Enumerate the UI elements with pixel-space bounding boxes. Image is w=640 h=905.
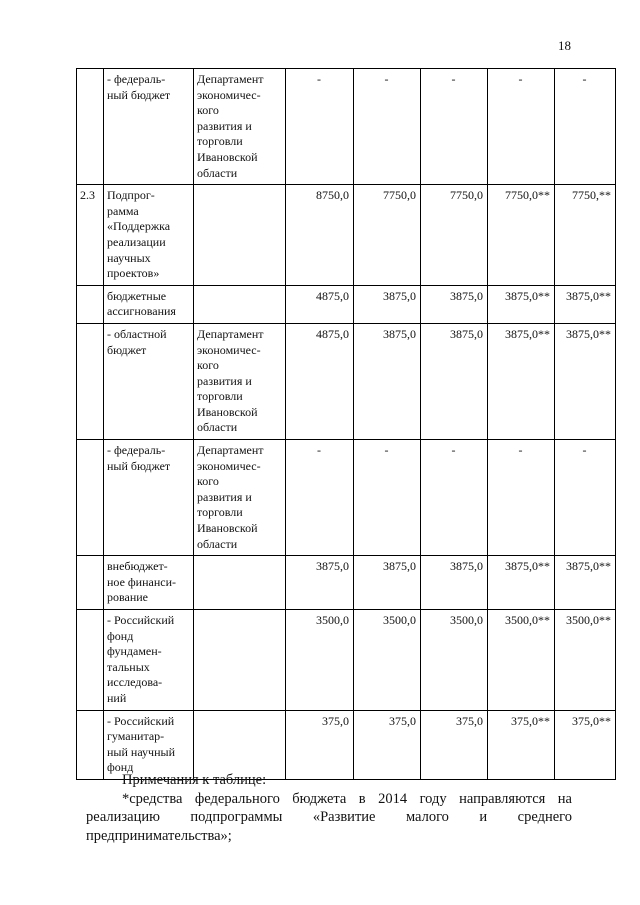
amount-cell: 3875,0** (555, 323, 616, 439)
executor-line: экономичес- (197, 87, 261, 102)
amount-cell: 3875,0 (421, 285, 488, 323)
executor-line: области (197, 536, 238, 551)
amount-cell: 4875,0 (286, 285, 354, 323)
program-name-line: реализации (107, 234, 166, 249)
executor-line: кого (197, 474, 219, 489)
amount-cell: 8750,0 (286, 185, 354, 286)
table-row (77, 556, 616, 610)
row-number-cell (77, 440, 104, 556)
table-body (77, 69, 616, 780)
row-number-cell (77, 610, 104, 711)
program-name-line: исследова- (107, 675, 163, 690)
amount-cell: 3875,0** (488, 556, 555, 610)
executor-cell (194, 556, 286, 610)
executor-line: развития и (197, 489, 252, 504)
executor-line: Департамент (197, 443, 264, 458)
row-number-cell (77, 69, 104, 185)
amount-cell: - (555, 440, 616, 556)
executor-cell (194, 710, 286, 779)
program-name-line: - федераль- (107, 72, 166, 86)
program-name-line: фундамен- (107, 644, 162, 659)
executor-cell (194, 440, 286, 556)
program-name-line: ный научный (107, 744, 175, 759)
amount-cell: 3500,0** (555, 610, 616, 711)
amount-cell: 3875,0** (488, 285, 555, 323)
program-name-cell (104, 323, 194, 439)
program-name-line: ное финанси- (107, 574, 177, 589)
executor-line: области (197, 165, 238, 180)
program-name-line: - Российский (107, 613, 175, 627)
page-number: 18 (558, 38, 571, 53)
notes-heading: Примечания к таблице: (122, 772, 267, 788)
executor-line: области (197, 420, 238, 435)
table-notes (86, 771, 572, 845)
amount-cell: - (421, 440, 488, 556)
program-name-line: проектов» (107, 266, 160, 281)
program-name-line: гуманитар- (107, 729, 165, 744)
amount-cell: 3500,0 (286, 610, 354, 711)
row-number-cell (77, 556, 104, 610)
executor-line: Ивановской (197, 149, 258, 164)
program-name-line: бюджет (107, 342, 147, 357)
amount-cell: 375,0 (286, 710, 354, 779)
amount-cell: 7750,0 (354, 185, 421, 286)
program-name-line: рование (107, 590, 149, 605)
executor-line: торговли (197, 134, 243, 149)
executor-line: Департамент (197, 326, 264, 341)
table-row (77, 710, 616, 779)
amount-cell: - (286, 440, 354, 556)
amount-cell: 375,0** (555, 710, 616, 779)
table-row (77, 285, 616, 323)
note-line-1: *средства федерального бюджета в 2014 году направляются на (122, 790, 572, 807)
amount-cell: - (555, 69, 616, 185)
row-number-cell (77, 323, 104, 439)
amount-cell: - (286, 69, 354, 185)
amount-cell: 3875,0** (555, 285, 616, 323)
executor-line: экономичес- (197, 458, 261, 473)
amount-cell: 3500,0** (488, 610, 555, 711)
program-name-line: - Российский (107, 713, 175, 728)
program-name-line: тальных (107, 659, 150, 674)
program-name-cell (104, 185, 194, 286)
program-name-line: ный бюджет (107, 87, 171, 102)
amount-cell: 3875,0 (354, 285, 421, 323)
program-name-line: внебюджет- (107, 559, 168, 574)
executor-line: развития и (197, 373, 252, 388)
table-row (77, 323, 616, 439)
program-name-line: ный бюджет (107, 458, 171, 473)
executor-line: кого (197, 358, 219, 373)
executor-line: торговли (197, 505, 243, 520)
note-line-3: предпринимательства»; (86, 827, 232, 844)
program-name-cell (104, 69, 194, 185)
program-name-cell (104, 285, 194, 323)
amount-cell: 375,0 (421, 710, 488, 779)
amount-cell: 7750,0** (488, 185, 555, 286)
amount-cell: 3875,0 (354, 323, 421, 439)
amount-cell: 7750,0 (421, 185, 488, 286)
executor-cell (194, 69, 286, 185)
amount-cell: 375,0** (488, 710, 555, 779)
executor-line: Ивановской (197, 521, 258, 536)
table-row (77, 440, 616, 556)
amount-cell: 3875,0** (555, 556, 616, 610)
program-name-line: ассигнования (107, 304, 176, 319)
program-name-line: бюджетные (107, 288, 167, 303)
program-name-line: ний (107, 690, 127, 705)
program-name-line: «Поддержка (107, 219, 171, 234)
program-name-cell (104, 610, 194, 711)
budget-table (76, 68, 616, 780)
program-name-line: - федераль- (107, 443, 166, 458)
amount-cell: - (488, 440, 555, 556)
amount-cell: - (421, 69, 488, 185)
row-number-cell (77, 710, 104, 779)
amount-cell: 3875,0 (421, 556, 488, 610)
amount-cell: 4875,0 (286, 323, 354, 439)
program-name-line: Подпрог- (107, 188, 155, 203)
amount-cell: 3875,0 (286, 556, 354, 610)
amount-cell: 3500,0 (354, 610, 421, 711)
program-name-cell (104, 710, 194, 779)
executor-line: кого (197, 103, 219, 118)
executor-line: развития и (197, 118, 252, 133)
note-line-2: реализацию подпрограммы «Развитие малого и среднего (86, 809, 572, 826)
executor-cell (194, 285, 286, 323)
executor-line: торговли (197, 389, 243, 404)
table-row (77, 185, 616, 286)
program-name-line: научных (107, 250, 151, 265)
executor-line: экономичес- (197, 342, 261, 357)
table-row (77, 69, 616, 185)
amount-cell: - (354, 440, 421, 556)
amount-cell: 375,0 (354, 710, 421, 779)
program-name-cell (104, 556, 194, 610)
executor-cell (194, 610, 286, 711)
row-number-cell: 2.3 (77, 185, 104, 286)
program-name-cell (104, 440, 194, 556)
executor-line: Департамент (197, 72, 264, 86)
program-name-line: фонд (107, 760, 134, 775)
amount-cell: 7750,** (555, 185, 616, 286)
program-name-line: фонд (107, 628, 134, 643)
table-row (77, 610, 616, 711)
amount-cell: 3875,0** (488, 323, 555, 439)
amount-cell: 3500,0 (421, 610, 488, 711)
amount-cell: 3875,0 (354, 556, 421, 610)
executor-line: Ивановской (197, 404, 258, 419)
amount-cell: 3875,0 (421, 323, 488, 439)
row-number-cell (77, 285, 104, 323)
amount-cell: - (354, 69, 421, 185)
amount-cell: - (488, 69, 555, 185)
executor-cell (194, 185, 286, 286)
executor-cell (194, 323, 286, 439)
program-name-line: - областной (107, 326, 167, 341)
program-name-line: рамма (107, 203, 139, 218)
